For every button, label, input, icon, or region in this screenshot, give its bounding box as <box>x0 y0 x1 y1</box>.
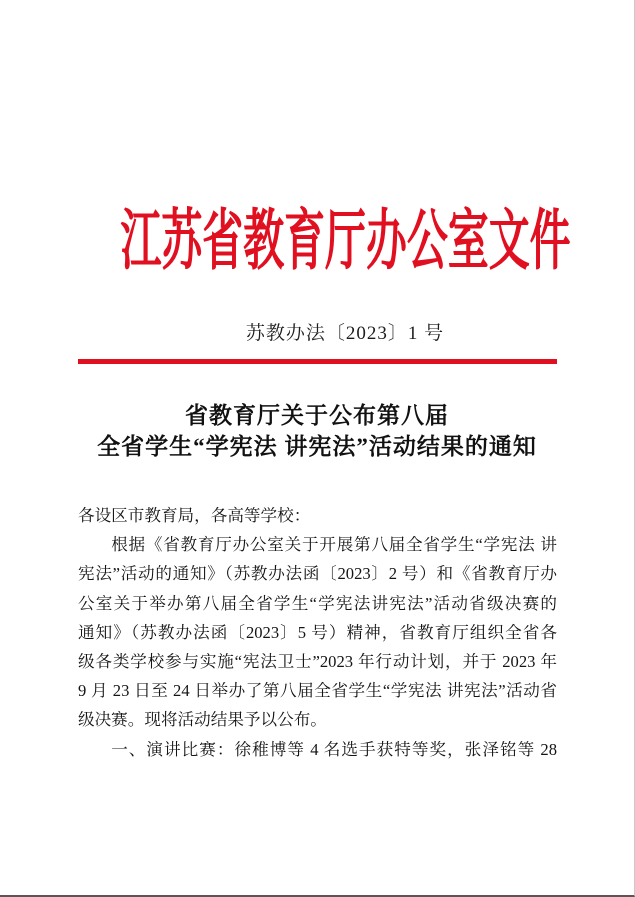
agency-header-title: 江苏省教育厅办公室文件 <box>120 205 571 278</box>
body-line: 根据《省教育厅办公室关于开展第八届全省学生“学宪法 讲 <box>111 535 557 555</box>
notice-title-line1: 省教育厅关于公布第八届 <box>185 403 449 428</box>
body-line: 级各类学校参与实施“宪法卫士”2023 年行动计划，并于 2023 年 <box>78 652 557 672</box>
body-line: 级决赛。现将活动结果予以公布。 <box>78 710 327 730</box>
doc-number: 苏教办法〔2023〕1 号 <box>245 323 445 344</box>
body-line: 公室关于举办第八届全省学生“学宪法讲宪法”活动省级决赛的 <box>78 593 557 613</box>
body-line: 宪法”活动的通知》（苏教办法函〔2023〕2 号）和《省教育厅办 <box>78 564 557 584</box>
red-divider-line <box>78 359 557 364</box>
notice-body <box>78 501 557 764</box>
body-line: 各设区市教育局，各高等学校： <box>78 506 311 525</box>
body-line: 一、演讲比赛：徐稚博等 4 名选手获特等奖，张泽铭等 28 <box>111 739 557 759</box>
notice-title-line2: 全省学生“学宪法 讲宪法”活动结果的通知 <box>97 434 537 459</box>
body-line: 通知》（苏教办法函〔2023〕5 号）精神，省教育厅组织全省各 <box>78 622 557 642</box>
notice-title <box>0 400 634 462</box>
body-line: 9 月 23 日至 24 日举办了第八届全省学生“学宪法 讲宪法”活动省 <box>78 681 557 701</box>
